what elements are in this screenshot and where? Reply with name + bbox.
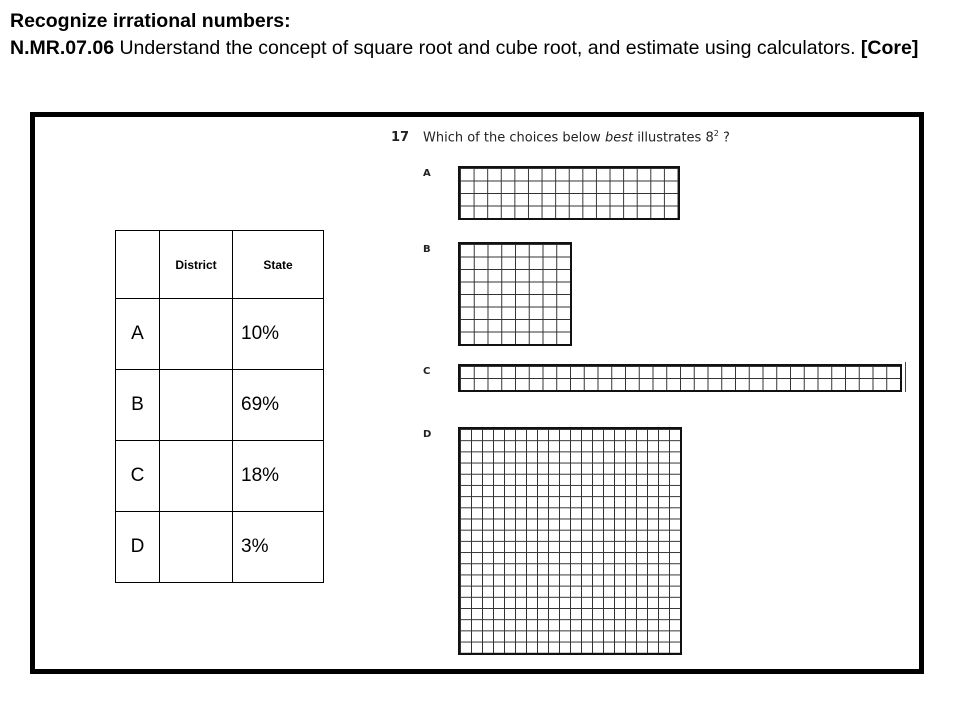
- row-state: 69%: [233, 370, 324, 441]
- row-state: 10%: [233, 299, 324, 370]
- table-header-row: [116, 231, 324, 299]
- question-frame: [30, 112, 924, 674]
- row-state: 18%: [233, 441, 324, 512]
- standard-statement: [10, 35, 945, 62]
- row-district: [160, 512, 233, 583]
- slide-heading: [10, 8, 945, 62]
- option-label-a: A: [423, 168, 431, 179]
- standard-description: Understand the concept of square root and cube root, and estimate using calculators.: [114, 37, 861, 59]
- question-text-after: illustrates 8: [633, 130, 714, 146]
- standard-level: [Core]: [860, 37, 919, 59]
- option-grid-d: [458, 427, 682, 655]
- question-exponent: 2: [713, 129, 719, 138]
- table-row: [116, 299, 324, 370]
- header-district: District: [160, 231, 233, 299]
- row-choice: D: [116, 512, 160, 583]
- heading-title: Recognize irrational numbers:: [10, 10, 291, 32]
- grid-edge-mark: [905, 362, 906, 392]
- table-row: [116, 370, 324, 441]
- option-label-b: B: [423, 244, 431, 255]
- option-label-d: D: [423, 429, 432, 440]
- header-choice: [116, 231, 160, 299]
- row-choice: B: [116, 370, 160, 441]
- header-state: State: [233, 231, 324, 299]
- question-number: 17: [391, 130, 410, 145]
- row-district: [160, 370, 233, 441]
- option-grid-c: [458, 364, 902, 392]
- question-mark: ?: [718, 130, 730, 146]
- question-text: [423, 129, 730, 145]
- results-table: [115, 230, 324, 583]
- table-row: [116, 512, 324, 583]
- question-text-before: Which of the choices below: [423, 130, 605, 146]
- row-choice: A: [116, 299, 160, 370]
- row-state: 3%: [233, 512, 324, 583]
- option-grid-a: [458, 166, 680, 220]
- question-emphasis: best: [604, 130, 634, 146]
- row-district: [160, 299, 233, 370]
- option-label-c: C: [423, 366, 431, 377]
- option-grid-b: [458, 242, 572, 346]
- row-choice: C: [116, 441, 160, 512]
- row-district: [160, 441, 233, 512]
- standard-code: N.MR.07.06: [10, 37, 115, 59]
- table-row: [116, 441, 324, 512]
